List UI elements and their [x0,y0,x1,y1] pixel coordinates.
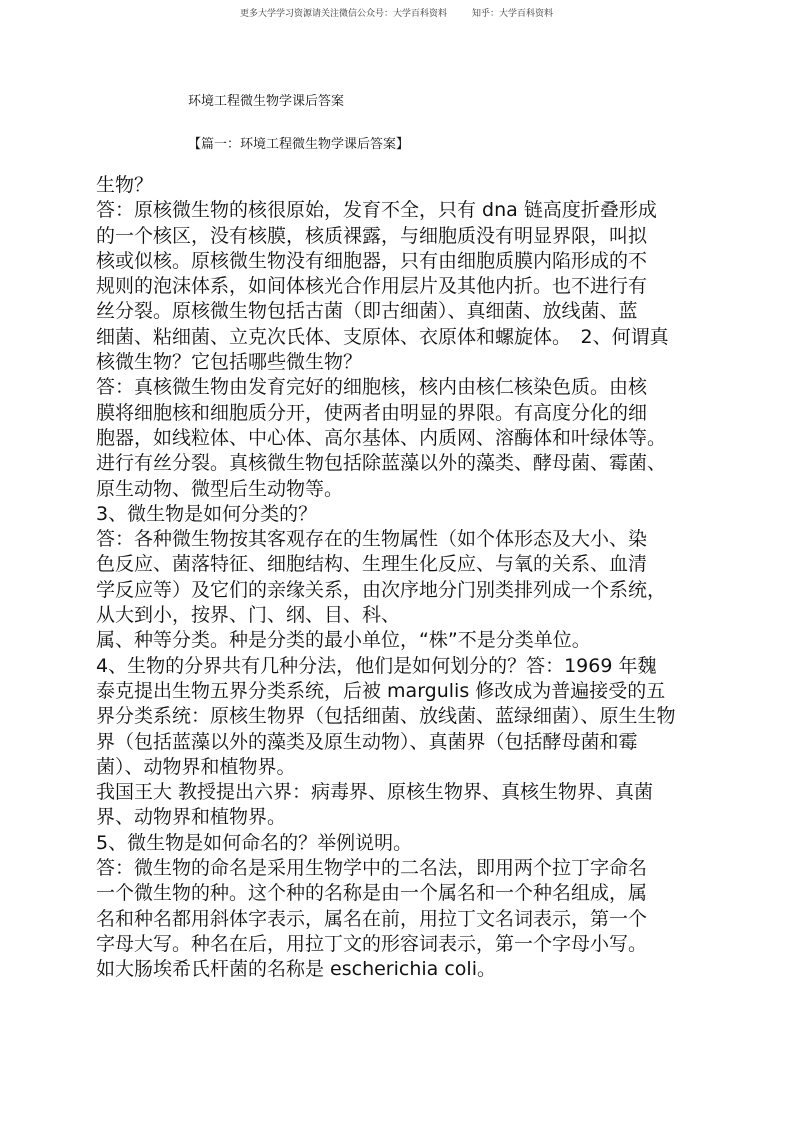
header-wechat-note: 更多大学学习资源请关注微信公众号：大学百科资料 [240,9,448,19]
document-title: 环境工程微生物学课后答案 [188,94,345,109]
text-line: 细菌、粘细菌、立克次氏体、支原体、衣原体和螺旋体。 2、何谓真 [96,325,669,348]
text-line: 5、微生物是如何命名的？举例说明。 [96,831,413,854]
text-line: 答：真核微生物由发育完好的细胞核，核内由核仁核染色质。由核 [96,376,648,399]
text-line: 答：原核微生物的核很原始，发育不全，只有 dna 链高度折叠形成 [96,199,657,222]
text-line: 4、生物的分界共有几种分法，他们是如何划分的？答：1969 年魏 [96,654,657,677]
text-line: 界分类系统：原核生物界（包括细菌、放线菌、蓝绿细菌）、原生生物 [96,705,676,728]
text-line: 膜将细胞核和细胞质分开，使两者由明显的界限。有高度分化的细 [96,401,648,424]
text-line: 如大肠埃希氏杆菌的名称是 escherichia coli。 [96,958,496,981]
text-line: 色反应、菌落特征、细胞结构、生理生化反应、与氧的关系、血清 [96,553,648,576]
body-text [96,173,706,983]
text-line: 答：微生物的命名是采用生物学中的二名法，即用两个拉丁字命名 [96,857,648,880]
text-line: 字母大写。种名在后，用拉丁文的形容词表示，第一个字母小写。 [96,932,648,955]
text-line: 的一个核区，没有核膜，核质裸露，与细胞质没有明显界限，叫拟 [96,224,648,247]
text-line: 核或似核。原核微生物没有细胞器，只有由细胞质膜内陷形成的不 [96,249,648,272]
text-line: 原生动物、微型后生动物等。 [96,477,344,500]
text-line: 泰克提出生物五界分类系统，后被 margulis 修改成为普遍接受的五 [96,679,666,702]
text-line: 3、微生物是如何分类的？ [96,502,318,525]
page-header [0,6,793,19]
text-line: 界（包括蓝藻以外的藻类及原生动物）、真菌界（包括酵母菌和霉 [96,730,638,753]
section-title: 【篇一：环境工程微生物学课后答案】 [188,137,410,152]
text-line: 学反应等）及它们的亲缘关系，由次序地分门别类排列成一个系统， [96,578,667,601]
text-line: 核微生物？它包括哪些微生物？ [96,351,363,374]
text-line: 从大到小，按界、门、纲、目、科、 [96,604,401,627]
text-line: 菌）、动物界和植物界。 [96,755,296,778]
text-line: 进行有丝分裂。真核微生物包括除蓝藻以外的藻类、酵母菌、霉菌、 [96,452,667,475]
text-line: 规则的泡沫体系，如间体核光合作用层片及其他内折。也不进行有 [96,275,648,298]
text-line: 丝分裂。原核微生物包括古菌（即古细菌）、真细菌、放线菌、蓝 [96,300,638,323]
text-line: 胞器，如线粒体、中心体、高尔基体、内质网、溶酶体和叶绿体等。 [96,426,667,449]
text-line: 我国王大 教授提出六界：病毒界、原核生物界、真核生物界、真菌 [96,781,654,804]
header-zhihu-note: 知乎：大学百科资料 [471,9,553,19]
text-line: 答：各种微生物按其客观存在的生物属性（如个体形态及大小、染 [96,528,648,551]
text-line: 生物？ [96,174,154,196]
text-line: 属、种等分类。种是分类的最小单位，“株”不是分类单位。 [96,629,591,652]
text-line: 一个微生物的种。这个种的名称是由一个属名和一个种名组成，属 [96,882,648,905]
text-line: 界、动物界和植物界。 [96,806,287,829]
text-line: 名和种名都用斜体字表示，属名在前，用拉丁文名词表示，第一个 [96,907,648,930]
